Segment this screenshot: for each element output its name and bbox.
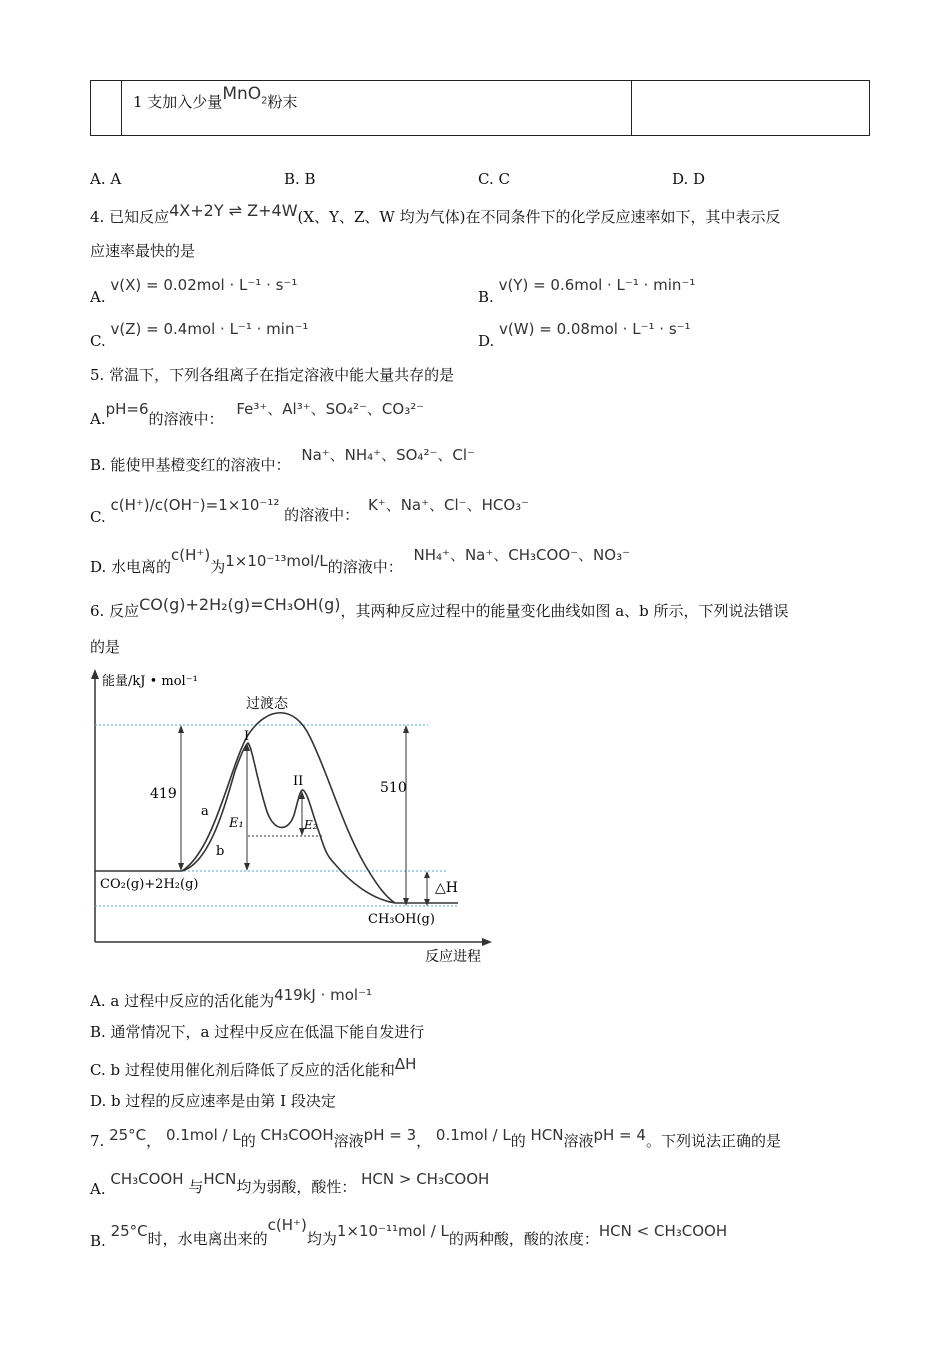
- q5-a-label: A.: [90, 410, 106, 428]
- q5-option-d[interactable]: [90, 544, 631, 576]
- reagent-table: [90, 80, 870, 136]
- q6-stem-line2: 的是: [90, 638, 121, 656]
- q5-c-mid: 的溶液中：: [284, 506, 360, 524]
- q7-tail: 。下列说法正确的是: [645, 1132, 781, 1150]
- q7-b-t3: 的两种酸，酸的浓度：: [448, 1230, 599, 1248]
- q7-temp: 25°C: [109, 1126, 147, 1144]
- q7-ph2: pH = 4: [593, 1126, 646, 1144]
- q7-b-temp: 25°C: [110, 1222, 148, 1240]
- y-axis-arrow: [91, 669, 99, 679]
- q7-b-label: B.: [90, 1232, 106, 1250]
- q4-d-expr: v(W) = 0.08mol · L⁻¹ · s⁻¹: [499, 320, 691, 338]
- label-peak-1: I: [244, 729, 250, 744]
- q5-c-cond: c(H⁺)/c(OH⁻)=1×10⁻¹²: [110, 496, 280, 514]
- energy-diagram: [80, 665, 500, 970]
- q7-sep2: ，: [416, 1132, 432, 1150]
- q6-reaction: CO(g)+2H₂(g)=CH₃OH(g): [139, 595, 341, 614]
- q5-a-ions: Fe³⁺、Al³⁺、SO₄²⁻、CO₃²⁻: [236, 400, 425, 418]
- q5-d-cond2: 1×10⁻¹³mol/L: [225, 552, 328, 570]
- label-419: 419: [150, 786, 177, 802]
- q7-b-t1: 时，水电离出来的: [147, 1230, 268, 1248]
- q4-a-label: A.: [90, 288, 106, 306]
- q7-b-cmp: HCN < CH₃COOH: [598, 1222, 728, 1240]
- q3-option-c[interactable]: C. C: [478, 170, 510, 188]
- arrow-419-top-head: [178, 725, 184, 733]
- q6-option-c[interactable]: [90, 1053, 417, 1079]
- q6-a-expr: 419kJ · mol⁻¹: [274, 986, 373, 1004]
- reagent-sub: 2: [261, 95, 268, 107]
- q5-c-ions: K⁺、Na⁺、Cl⁻、HCO₃⁻: [367, 496, 530, 514]
- q7-a-acid1: CH₃COOH: [110, 1170, 184, 1188]
- q4-stem-rest: (X、Y、Z、W 均为气体)在不同条件下的化学反应速率如下，其中表示反: [297, 208, 781, 226]
- q4-stem-line2: 应速率最快的是: [90, 242, 196, 260]
- q5-c-label: C.: [90, 508, 106, 526]
- q7-a-and: 与: [188, 1178, 204, 1196]
- label-transition-state: 过渡态: [246, 696, 288, 712]
- table-cell-result: [631, 81, 869, 135]
- q7-number: 7.: [90, 1132, 105, 1150]
- q4-number: 4. 已知反应: [90, 208, 170, 226]
- y-axis-label: 能量/kJ • mol⁻¹: [102, 674, 198, 689]
- q5-d-ions: NH₄⁺、Na⁺、CH₃COO⁻、NO₃⁻: [413, 546, 631, 564]
- q6-stem: [90, 595, 789, 621]
- table-suffix: 粉末: [267, 93, 298, 111]
- q5-b-text: B. 能使甲基橙变红的溶液中：: [90, 456, 291, 474]
- q7-c1: 0.1mol / L: [165, 1126, 241, 1144]
- q7-of2: 的: [510, 1132, 526, 1150]
- q7-sol1: 溶液: [333, 1132, 364, 1150]
- curve-a: [182, 713, 395, 903]
- label-delta-h: △H: [435, 880, 458, 896]
- q6-option-d[interactable]: D. b 过程的反应速率是由第 I 段决定: [90, 1092, 336, 1110]
- arrow-510-top-head: [403, 725, 409, 733]
- q5-stem: 5. 常温下，下列各组离子在指定溶液中能大量共存的是: [90, 366, 455, 384]
- q4-c-label: C.: [90, 332, 106, 350]
- q5-d-cond1: c(H⁺): [171, 546, 211, 564]
- q5-option-c[interactable]: [90, 494, 530, 526]
- label-reactants: CO₂(g)+2H₂(g): [100, 877, 199, 892]
- q5-d-mid2: 的溶液中：: [327, 558, 403, 576]
- arrow-510-bottom-head: [403, 898, 409, 906]
- q4-d-label: D.: [478, 332, 495, 350]
- q7-acid2: HCN: [530, 1126, 564, 1144]
- q7-a-cmp: HCN > CH₃COOH: [361, 1170, 490, 1188]
- table-cell-reagent: [133, 84, 298, 114]
- q7-sol2: 溶液: [563, 1132, 594, 1150]
- q7-of1: 的: [240, 1132, 256, 1150]
- arrow-e1-bottom-head: [244, 863, 250, 871]
- q4-c-expr: v(Z) = 0.4mol · L⁻¹ · min⁻¹: [110, 320, 309, 338]
- arrow-delta-h-top-head: [424, 871, 430, 878]
- q4-a-expr: v(X) = 0.02mol · L⁻¹ · s⁻¹: [110, 276, 298, 294]
- label-curve-b: b: [216, 844, 225, 859]
- q7-option-b[interactable]: [90, 1216, 728, 1250]
- q6-number: 6. 反应: [90, 602, 140, 620]
- reagent-formula: [222, 84, 268, 107]
- table-prefix: 1 支加入少量: [133, 93, 223, 111]
- label-product: CH₃OH(g): [368, 912, 435, 927]
- q4-b-label: B.: [478, 288, 494, 306]
- q4-option-d[interactable]: [478, 320, 691, 350]
- table-cell-index: [91, 81, 122, 135]
- label-peak-2: II: [293, 774, 304, 789]
- q5-a-cond: pH=6: [105, 400, 149, 418]
- q4-b-expr: v(Y) = 0.6mol · L⁻¹ · min⁻¹: [498, 276, 696, 294]
- label-510: 510: [380, 780, 407, 796]
- label-curve-a: a: [201, 804, 209, 819]
- q6-option-a[interactable]: [90, 984, 373, 1010]
- q5-b-ions: Na⁺、NH₄⁺、SO₄²⁻、Cl⁻: [301, 446, 475, 464]
- q4-option-c[interactable]: [90, 320, 309, 350]
- q7-stem: [90, 1124, 781, 1150]
- q7-b-t2: 均为: [306, 1230, 337, 1248]
- q7-option-a[interactable]: [90, 1168, 490, 1198]
- q5-d-mid1: 为: [210, 558, 226, 576]
- q6-c-text: C. b 过程使用催化剂后降低了反应的活化能和: [90, 1061, 395, 1079]
- q6-c-expr: ΔH: [394, 1055, 417, 1073]
- q6-a-text: A. a 过程中反应的活化能为: [90, 992, 275, 1010]
- label-e1: E₁: [229, 816, 244, 831]
- q7-a-acid2: HCN: [203, 1170, 237, 1188]
- q7-b-ch: c(H⁺): [267, 1216, 307, 1234]
- q7-acid1: CH₃COOH: [260, 1126, 334, 1144]
- q7-ph1: pH = 3: [363, 1126, 417, 1144]
- q3-option-d[interactable]: D. D: [672, 170, 706, 188]
- q4-option-b[interactable]: [478, 276, 696, 306]
- q7-b-val: 1×10⁻¹¹mol / L: [336, 1222, 449, 1240]
- x-axis-label: 反应进程: [425, 949, 481, 965]
- reagent-main: MnO: [222, 84, 262, 104]
- q7-sep1: ，: [146, 1132, 162, 1150]
- q5-d-text: D. 水电离的: [90, 558, 172, 576]
- label-e2: E₂: [304, 818, 318, 832]
- q7-a-label: A.: [90, 1180, 106, 1198]
- q5-option-a[interactable]: [90, 398, 425, 428]
- q3-option-b[interactable]: B. B: [284, 170, 316, 188]
- q6-stem-rest: ，其两种反应过程中的能量变化曲线如图 a、b 所示，下列说法错误: [340, 602, 789, 620]
- q7-c2: 0.1mol / L: [435, 1126, 511, 1144]
- q7-a-mid: 均为弱酸，酸性：: [236, 1178, 357, 1196]
- q5-a-mid: 的溶液中：: [148, 410, 224, 428]
- x-axis-arrow: [482, 938, 492, 946]
- q3-option-a[interactable]: A. A: [90, 170, 122, 188]
- q4-option-a[interactable]: [90, 276, 298, 306]
- q6-option-b[interactable]: B. 通常情况下，a 过程中反应在低温下能自发进行: [90, 1023, 425, 1041]
- q4-stem: [90, 201, 781, 227]
- q4-reaction: 4X+2Y ⇌ Z+4W: [169, 201, 298, 220]
- q5-option-b[interactable]: [90, 444, 475, 474]
